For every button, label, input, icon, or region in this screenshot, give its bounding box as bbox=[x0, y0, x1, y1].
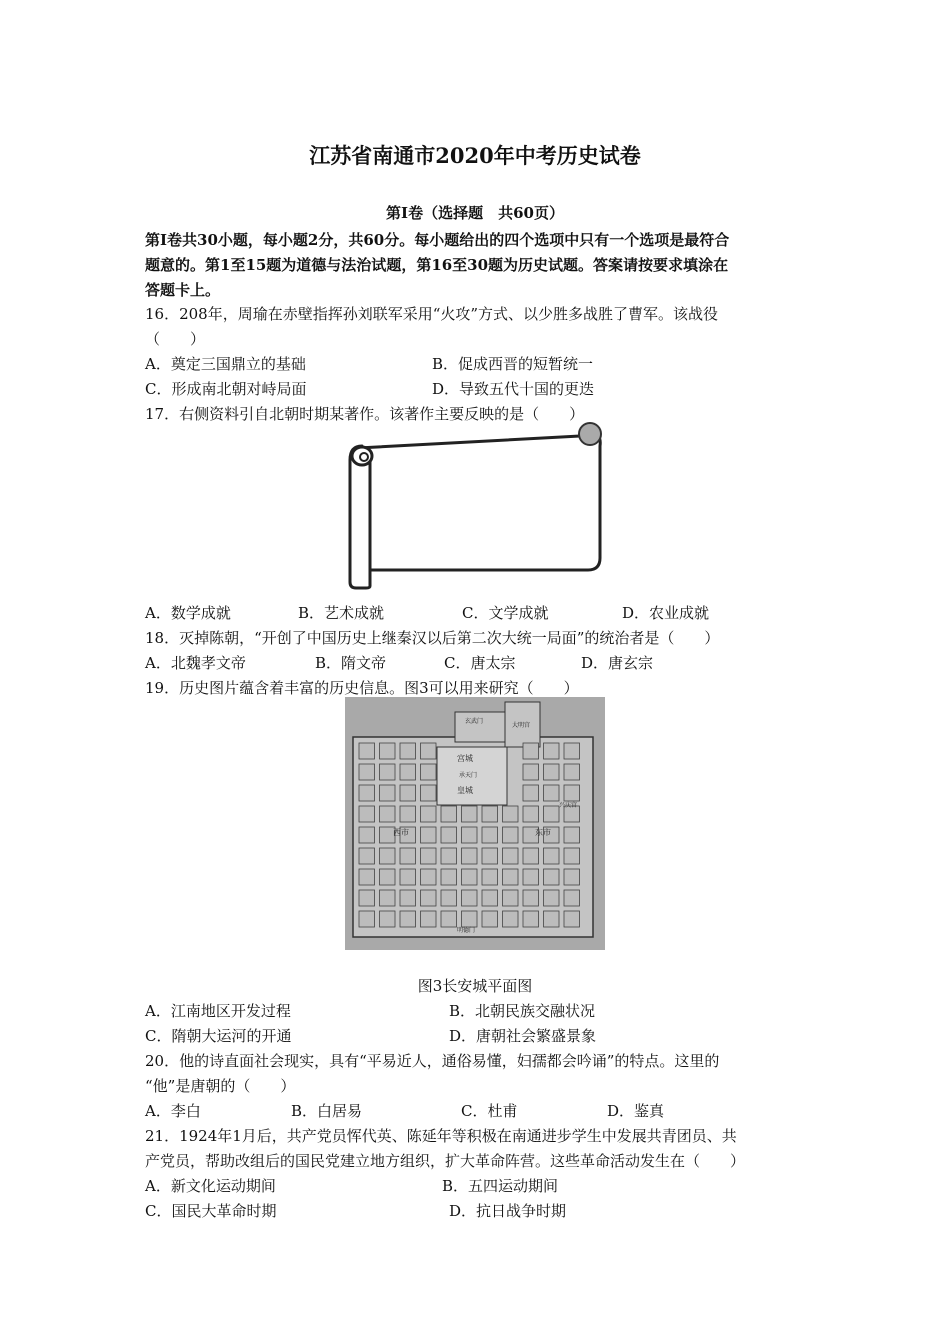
changan-city-map bbox=[345, 697, 605, 950]
q20-stem-1: 20．他的诗直面社会现实，具有“平易近人，通俗易懂，妇孺都会吟诵”的特点。这里的 bbox=[145, 1052, 720, 1070]
city-ward bbox=[544, 848, 560, 864]
q20-option-d: D．鉴真 bbox=[607, 1102, 665, 1120]
city-ward bbox=[380, 848, 396, 864]
city-ward bbox=[523, 764, 539, 780]
city-ward bbox=[380, 911, 396, 927]
city-ward bbox=[462, 827, 478, 843]
map-label-xuanwu: 玄武门 bbox=[465, 718, 484, 725]
city-ward bbox=[400, 848, 416, 864]
city-ward bbox=[359, 743, 375, 759]
city-ward bbox=[503, 890, 519, 906]
city-ward bbox=[564, 911, 580, 927]
city-ward bbox=[421, 890, 437, 906]
city-ward bbox=[400, 890, 416, 906]
q19-option-b: B．北朝民族交融状况 bbox=[449, 1002, 596, 1020]
map-label-east-market: 东市 bbox=[535, 828, 551, 837]
q18-stem: 18．灭掉陈朝，“开创了中国历史上继秦汉以后第二次大统一局面”的统治者是（ ） bbox=[145, 629, 720, 647]
city-ward bbox=[544, 785, 560, 801]
q17-option-d: D．农业成就 bbox=[622, 604, 710, 622]
map-label-mingde: 明德门 bbox=[457, 927, 476, 934]
q20-option-c: C．杜甫 bbox=[461, 1102, 518, 1120]
city-ward bbox=[359, 848, 375, 864]
city-ward bbox=[359, 785, 375, 801]
city-ward bbox=[441, 848, 457, 864]
city-ward bbox=[421, 806, 437, 822]
q16-stem-1: 16．208年，周瑜在赤壁指挥孙刘联军采用“火攻”方式、以少胜多战胜了曹军。该战役 bbox=[145, 305, 719, 323]
instructions-line-1: 第I卷共30小题，每小题2分，共60分。每小题给出的四个选项中只有一个选项是最符合 bbox=[145, 231, 730, 249]
city-ward bbox=[359, 869, 375, 885]
q20-option-a: A．李白 bbox=[145, 1102, 201, 1120]
instructions-line-2: 题意的。第1至15题为道德与法治试题，第16至30题为历史试题。答案请按要求填涂在 bbox=[145, 256, 729, 274]
city-ward bbox=[359, 806, 375, 822]
city-ward bbox=[503, 848, 519, 864]
q21-option-a: A．新文化运动期间 bbox=[145, 1177, 276, 1195]
city-ward bbox=[564, 890, 580, 906]
city-ward bbox=[523, 806, 539, 822]
q21-option-c: C．国民大革命时期 bbox=[145, 1202, 277, 1220]
city-ward bbox=[359, 911, 375, 927]
instructions-line-3: 答题卡上。 bbox=[145, 281, 221, 299]
city-ward bbox=[564, 848, 580, 864]
city-ward bbox=[523, 869, 539, 885]
q18-option-b: B．隋文帝 bbox=[315, 654, 387, 672]
q16-option-d: D．导致五代十国的更迭 bbox=[432, 380, 595, 398]
city-ward bbox=[421, 848, 437, 864]
city-ward bbox=[523, 911, 539, 927]
q17-option-b: B．艺术成就 bbox=[298, 604, 385, 622]
q17-stem: 17．右侧资料引自北朝时期某著作。该著作主要反映的是（ ） bbox=[145, 405, 585, 423]
city-ward bbox=[380, 764, 396, 780]
q21-option-b: B．五四运动期间 bbox=[442, 1177, 559, 1195]
city-ward bbox=[544, 743, 560, 759]
map-label-daming: 大明宫 bbox=[512, 722, 531, 729]
city-ward bbox=[482, 890, 498, 906]
city-ward bbox=[421, 911, 437, 927]
city-ward bbox=[523, 785, 539, 801]
section-title: 第I卷（选择题 共60页） bbox=[386, 204, 564, 222]
q19-option-d: D．唐朝社会繁盛景象 bbox=[449, 1027, 597, 1045]
q21-stem-1: 21．1924年1月后，共产党员恽代英、陈延年等积极在南通进步学生中发展共青团员、共 bbox=[145, 1127, 737, 1145]
city-ward bbox=[380, 743, 396, 759]
city-ward bbox=[421, 869, 437, 885]
city-ward bbox=[441, 869, 457, 885]
city-ward bbox=[462, 848, 478, 864]
q17-option-c: C．文学成就 bbox=[462, 604, 549, 622]
city-ward bbox=[441, 827, 457, 843]
city-ward bbox=[380, 785, 396, 801]
q16-option-c: C．形成南北朝对峙局面 bbox=[145, 380, 307, 398]
city-ward bbox=[400, 806, 416, 822]
city-ward bbox=[380, 869, 396, 885]
q16-stem-2: （ ） bbox=[145, 330, 206, 348]
city-ward bbox=[400, 869, 416, 885]
map-label-chengtian: 承天门 bbox=[459, 772, 478, 779]
q16-option-b: B．促成西晋的短暂统一 bbox=[432, 355, 594, 373]
q19-option-a: A．江南地区开发过程 bbox=[145, 1002, 291, 1020]
city-ward bbox=[400, 911, 416, 927]
city-ward bbox=[400, 743, 416, 759]
city-ward bbox=[544, 890, 560, 906]
city-ward bbox=[441, 806, 457, 822]
page-title: 江苏省南通市2020年中考历史试卷 bbox=[309, 143, 641, 168]
city-ward bbox=[462, 890, 478, 906]
map-label-west-market: 西市 bbox=[393, 828, 409, 837]
city-ward bbox=[462, 869, 478, 885]
city-ward bbox=[462, 911, 478, 927]
city-ward bbox=[421, 764, 437, 780]
map-label-xingqing: 兴庆宫 bbox=[559, 802, 578, 809]
city-ward bbox=[482, 911, 498, 927]
city-ward bbox=[359, 890, 375, 906]
city-ward bbox=[441, 890, 457, 906]
map-label-imperial: 皇城 bbox=[457, 786, 473, 795]
city-ward bbox=[359, 827, 375, 843]
q20-option-b: B．白居易 bbox=[291, 1102, 363, 1120]
q20-stem-2: “他”是唐朝的（ ） bbox=[145, 1077, 296, 1095]
city-ward bbox=[482, 848, 498, 864]
city-ward bbox=[564, 785, 580, 801]
city-ward bbox=[544, 869, 560, 885]
city-ward bbox=[544, 806, 560, 822]
q19-option-c: C．隋朝大运河的开通 bbox=[145, 1027, 292, 1045]
city-ward bbox=[544, 764, 560, 780]
city-ward bbox=[564, 827, 580, 843]
city-ward bbox=[523, 848, 539, 864]
city-ward bbox=[421, 743, 437, 759]
q21-stem-2: 产党员，帮助改组后的国民党建立地方组织，扩大革命阵营。这些革命活动发生在（ ） bbox=[145, 1152, 746, 1170]
q17-option-a: A．数学成就 bbox=[145, 604, 231, 622]
city-ward bbox=[400, 764, 416, 780]
map-label-palace: 宫城 bbox=[457, 754, 473, 763]
city-ward bbox=[564, 764, 580, 780]
city-ward bbox=[523, 890, 539, 906]
city-ward bbox=[441, 911, 457, 927]
q18-option-d: D．唐玄宗 bbox=[581, 654, 654, 672]
q18-option-a: A．北魏孝文帝 bbox=[145, 654, 246, 672]
city-ward bbox=[564, 869, 580, 885]
city-ward bbox=[523, 743, 539, 759]
city-ward bbox=[503, 911, 519, 927]
city-ward bbox=[482, 869, 498, 885]
city-ward bbox=[359, 764, 375, 780]
scroll-image bbox=[340, 418, 610, 590]
q19-caption: 图3长安城平面图 bbox=[417, 977, 533, 995]
city-ward bbox=[503, 869, 519, 885]
q19-stem: 19．历史图片蕴含着丰富的历史信息。图3可以用来研究（ ） bbox=[145, 679, 579, 697]
city-ward bbox=[421, 827, 437, 843]
q16-option-a: A．奠定三国鼎立的基础 bbox=[145, 355, 306, 373]
city-ward bbox=[421, 785, 437, 801]
city-ward bbox=[482, 827, 498, 843]
q21-option-d: D．抗日战争时期 bbox=[449, 1202, 567, 1220]
city-ward bbox=[380, 890, 396, 906]
city-ward bbox=[503, 806, 519, 822]
city-ward bbox=[564, 743, 580, 759]
city-ward bbox=[544, 911, 560, 927]
q18-option-c: C．唐太宗 bbox=[444, 654, 516, 672]
city-ward bbox=[400, 785, 416, 801]
city-ward bbox=[462, 806, 478, 822]
city-ward bbox=[482, 806, 498, 822]
city-ward bbox=[503, 827, 519, 843]
city-ward bbox=[380, 806, 396, 822]
